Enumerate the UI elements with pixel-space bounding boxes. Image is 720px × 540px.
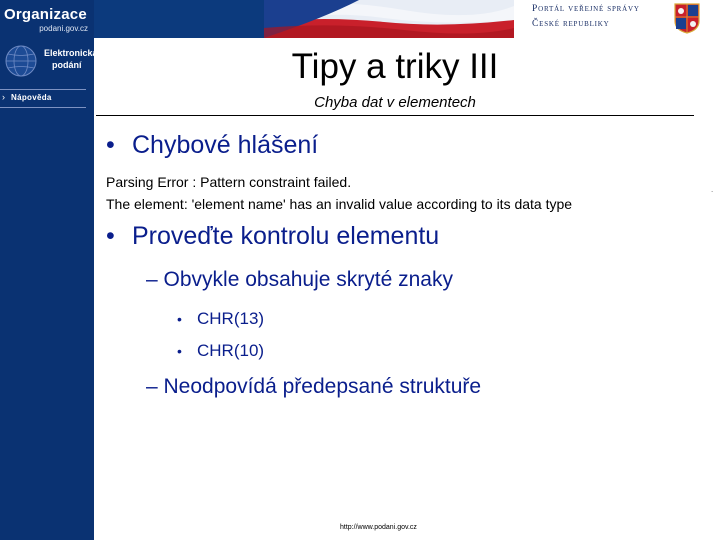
sidebar-item-help[interactable] xyxy=(0,92,86,106)
bullet-text: Proveďte kontrolu elementu xyxy=(132,222,440,250)
sub-sub-bullet xyxy=(177,309,264,329)
czech-flag-icon xyxy=(264,0,514,38)
org-name: Organizace xyxy=(4,6,87,23)
sidebar xyxy=(0,38,98,540)
sub-bullet-hidden-chars: – Obvykle obsahuje skryté znaky xyxy=(146,268,453,291)
bullet-error-message xyxy=(106,131,318,160)
side-mark: . xyxy=(711,185,714,194)
portal-block xyxy=(514,0,720,38)
footer-url-link[interactable]: http://www.podani.gov.cz xyxy=(340,524,417,531)
slide-subtitle: Chyba dat v elementech xyxy=(314,94,476,111)
flag-banner xyxy=(264,0,514,38)
bullet-dot-icon: • xyxy=(106,131,115,159)
bullet-text: CHR(10) xyxy=(197,341,265,360)
sidebar-divider xyxy=(0,89,86,90)
logo-text-line2: podání xyxy=(52,60,82,70)
title-divider xyxy=(96,115,694,116)
sub-sub-bullet xyxy=(177,341,264,361)
sidebar-item-label: Nápověda xyxy=(11,93,52,102)
portal-title-line2: České republiky xyxy=(532,19,610,29)
top-banner xyxy=(0,0,720,38)
sidebar-divider xyxy=(0,107,86,108)
error-text-line: Parsing Error : Pattern constraint failed. xyxy=(106,174,352,190)
sidebar-logo[interactable] xyxy=(0,40,98,84)
portal-title-line1: Portál veřejné správy xyxy=(532,4,640,14)
slide-title: Tipy a triky III xyxy=(291,47,499,86)
chevron-right-icon: › xyxy=(2,92,5,102)
globe-icon xyxy=(4,44,38,78)
bullet-check-element xyxy=(106,222,439,251)
bullet-dot-icon: • xyxy=(106,222,115,250)
org-domain: podani.gov.cz xyxy=(39,24,88,33)
org-block xyxy=(0,0,94,38)
bullet-text: Chybové hlášení xyxy=(132,131,319,159)
sub-bullet-structure: – Neodpovídá předepsané struktuře xyxy=(146,375,482,398)
coat-of-arms-icon xyxy=(674,3,700,34)
bullet-dot-icon: • xyxy=(177,311,182,327)
logo-text-line1: Elektronická xyxy=(44,48,98,58)
error-text-line: The element: 'element name' has an invalid value according to its data type xyxy=(106,196,573,212)
bullet-dot-icon: • xyxy=(177,343,182,359)
banner-middle xyxy=(94,0,264,38)
bullet-text: CHR(13) xyxy=(197,309,265,328)
